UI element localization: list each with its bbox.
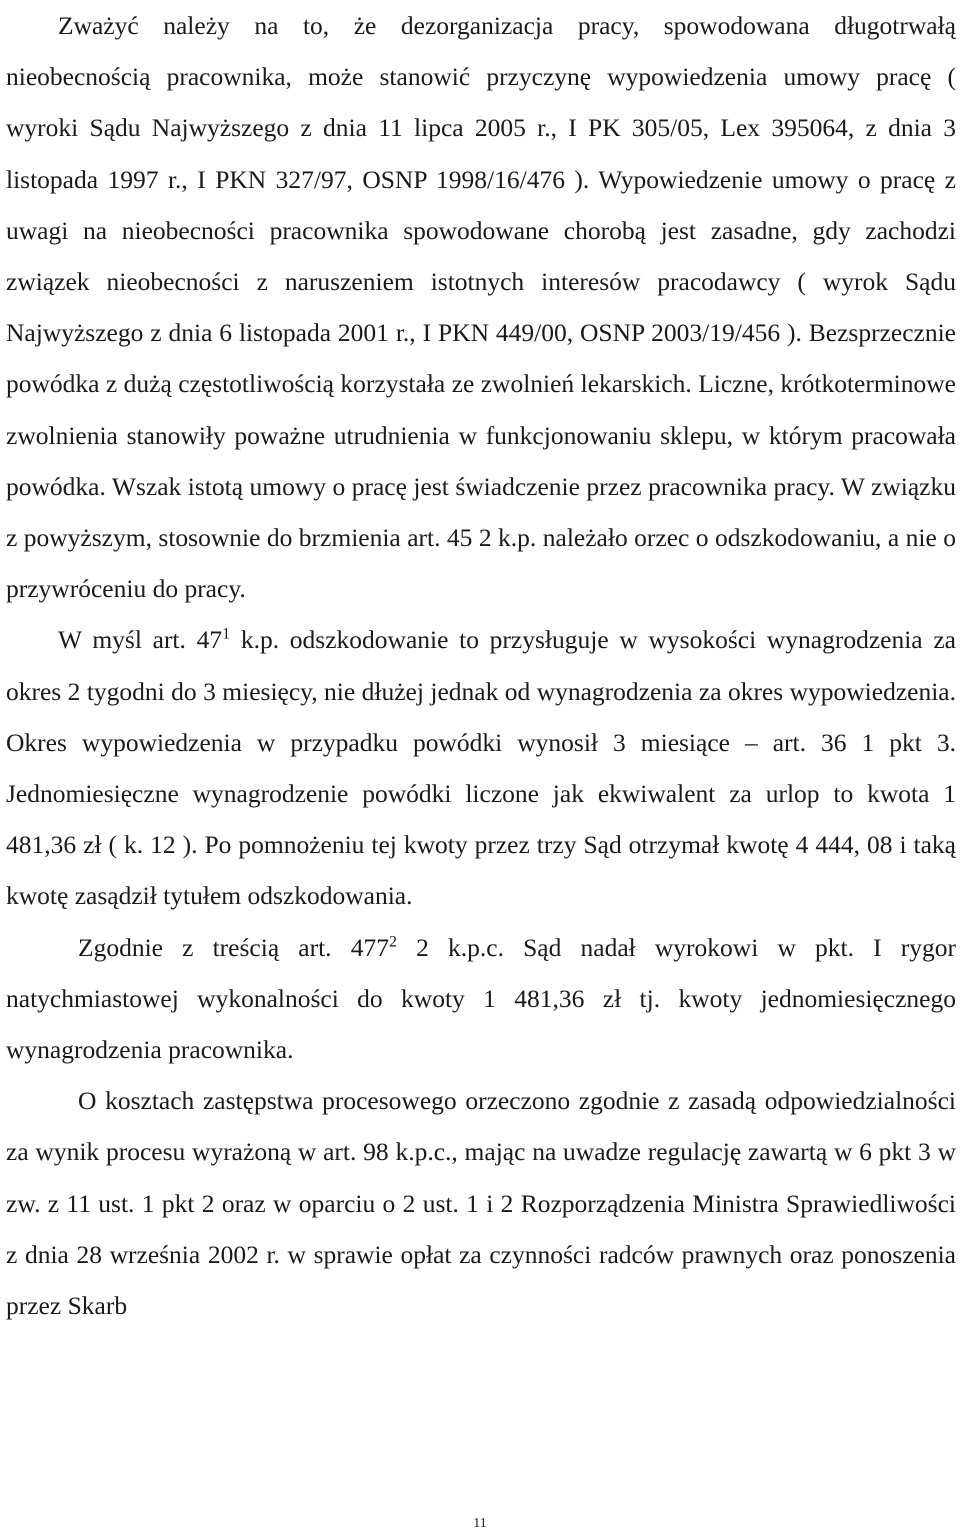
- paragraph-3-start: Zgodnie z treścią art. 477: [78, 932, 389, 962]
- paragraph-3-rest: 2 k.p.c. Sąd nadał wyrokowi w pkt. I rygor natychmiastowej wykonalności do kwoty 1 481,36 zł tj. kwoty jednomiesięcznego wynagrodzenia pracownika.: [6, 932, 957, 1065]
- superscript-1: 1: [222, 625, 231, 643]
- paragraph-2-start: W myśl art. 47: [58, 625, 223, 655]
- paragraph-2: [6, 614, 956, 921]
- paragraph-3: [6, 922, 956, 1076]
- document-page: [6, 0, 956, 1331]
- paragraph-2-rest: k.p. odszkodowanie to przysługuje w wysokości wynagrodzenia za okres 2 tygodni do 3 miesięcy, nie dłużej jednak od wynagrodzenia za okres wypowiedzenia. Okres wypowiedzenia w przypadku powódki wynosił 3 miesiące – art. 36 1 pkt 3. Jednomiesięczne wynagrodzenie powódki liczone jak ekwiwalent za urlop to kwota 1 481,36 zł ( k. 12 ). Po pomnożeniu tej kwoty przez trzy Sąd otrzymał kwotę 4 444, 08 i taką kwotę zasądził tytułem odszkodowania.: [6, 625, 956, 911]
- page-number: 11: [473, 1516, 487, 1531]
- superscript-2: 2: [388, 933, 397, 951]
- paragraph-1: Zważyć należy na to, że dezorganizacja pracy, spowodowana długotrwałą nieobecnością pracownika, może stanowić przyczynę wypowiedzenia umowy pracę ( wyroki Sądu Najwyższego z dnia 11 lipca 2005 r., I PK 305/05, Lex 395064, z dnia 3 listopada 1997 r., I PKN 327/97, OSNP 1998/16/476 ). Wypowiedzenie umowy o pracę z uwagi na nieobecności pracownika spowodowane chorobą jest zasadne, gdy zachodzi związek nieobecności z naruszeniem istotnych interesów pracodawcy ( wyrok Sądu Najwyższego z dnia 6 listopada 2001 r., I PKN 449/00, OSNP 2003/19/456 ). Bezsprzecznie powódka z dużą częstotliwością korzystała ze zwolnień lekarskich. Liczne, krótkoterminowe zwolnienia stanowiły poważne utrudnienia w funkcjonowaniu sklepu, w którym pracowała powódka. Wszak istotą umowy o pracę jest świadczenie przez pracownika pracy. W związku z powyższym, stosownie do brzmienia art. 45 2 k.p. należało orzec o odszkodowaniu, a nie o przywróceniu do pracy.: [6, 11, 956, 604]
- paragraph-4: O kosztach zastępstwa procesowego orzeczono zgodnie z zasadą odpowiedzialności za wynik procesu wyrażoną w art. 98 k.p.c., mając na uwadze regulację zawartą w 6 pkt 3 w zw. z 11 ust. 1 pkt 2 oraz w oparciu o 2 ust. 1 i 2 Rozporządzenia Ministra Sprawiedliwości z dnia 28 września 2002 r. w sprawie opłat za czynności radców prawnych oraz ponoszenia przez Skarb: [6, 1086, 956, 1321]
